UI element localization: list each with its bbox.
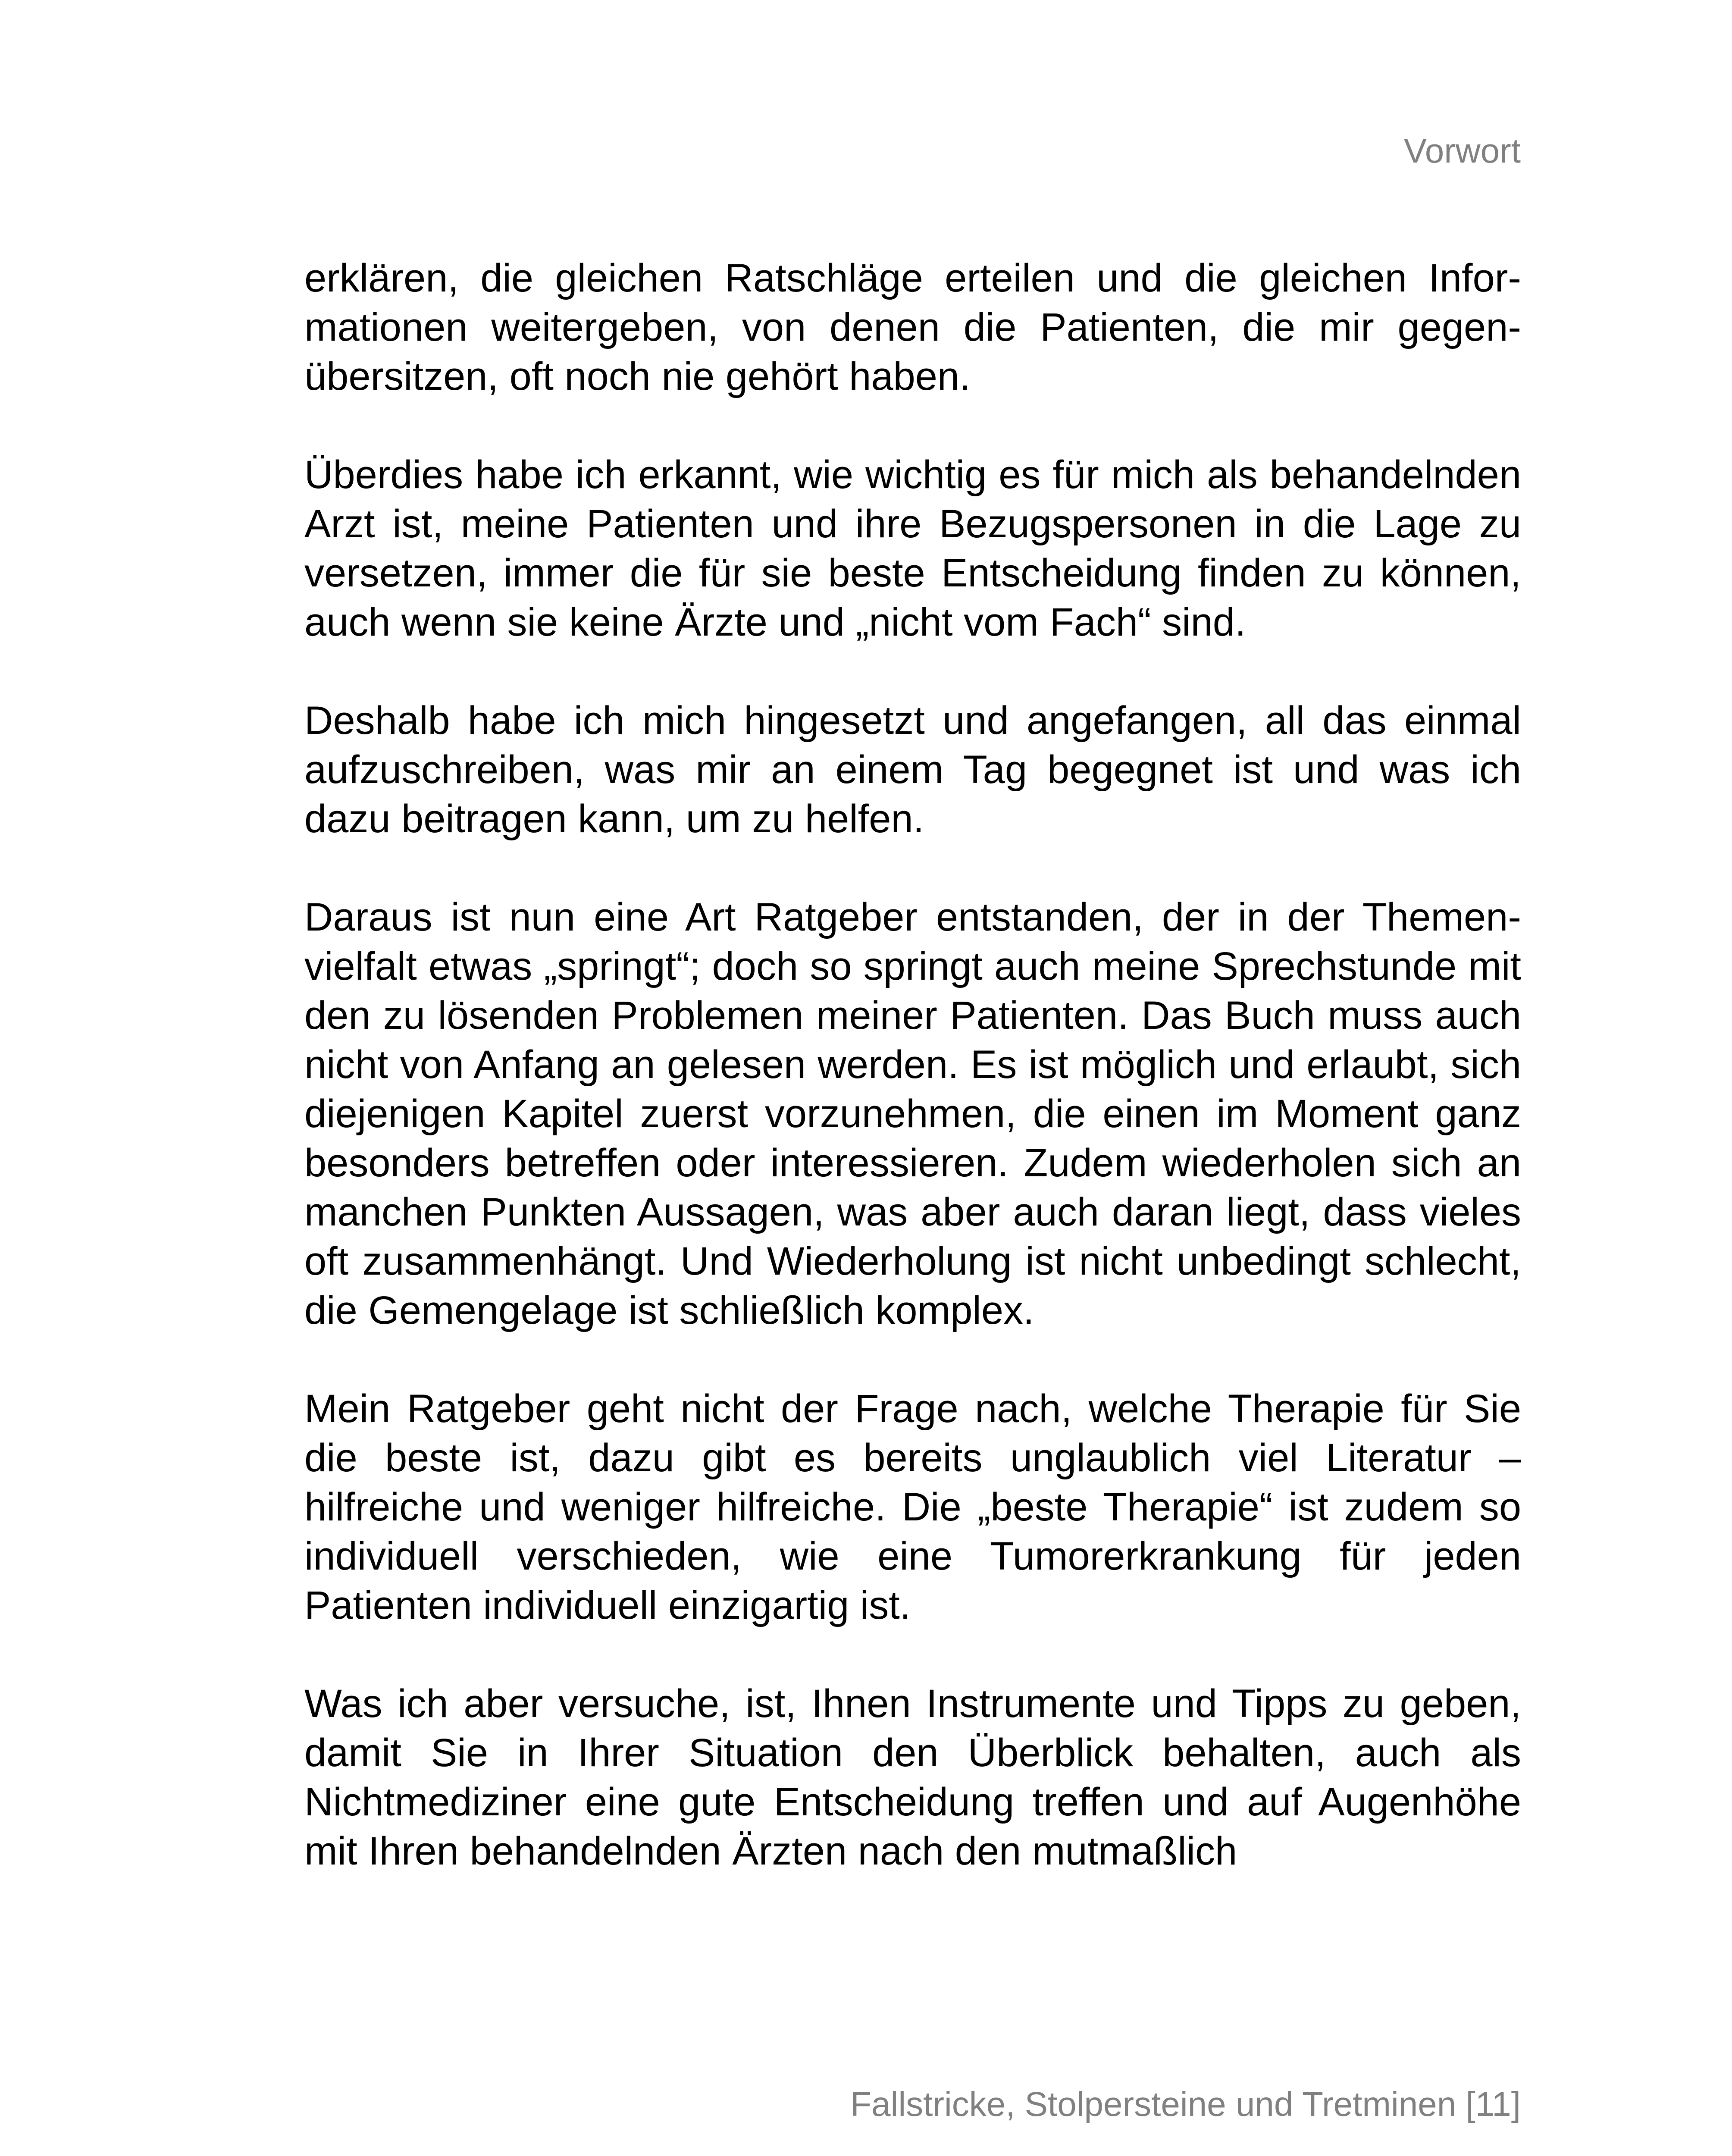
- paragraph-1: erklären, die gleichen Ratschläge erteilen und die gleichen Informationen weitergeben, von denen die Patienten, die mir gegenübersitzen, oft noch nie gehört haben.: [304, 256, 1521, 398]
- running-footer: Fallstricke, Stolpersteine und Tretminen [11]: [850, 2085, 1521, 2123]
- paragraph-5: Mein Ratgeber geht nicht der Frage nach, welche Therapie für Sie die beste ist, dazu gibt es bereits unglaublich viel Literatur – hilfreiche und weniger hilfreiche. Die „beste Therapie“ ist zudem so individuell verschieden, wie eine Tumorerkrankung für jeden Patienten individuell einzigartig ist.: [304, 1387, 1521, 1627]
- paragraph-2: Überdies habe ich erkannt, wie wichtig es für mich als behandelnden Arzt ist, meine Patienten und ihre Bezugspersonen in die Lage zu versetzen, immer die für sie beste Entscheidung finden zu können, auch wenn sie keine Ärzte und „nicht vom Fach“ sind.: [304, 453, 1521, 644]
- paragraph-3: Deshalb habe ich mich hingesetzt und angefangen, all das einmal aufzuschreiben, was mir an einem Tag begegnet ist und was ich dazu beitragen kann, um zu helfen.: [304, 699, 1521, 841]
- paragraph-4: Daraus ist nun eine Art Ratgeber entstanden, der in der Themenvielfalt etwas „springt“; doch so springt auch meine Sprechstunde mit den zu lösenden Problemen meiner Patienten. Das Buch muss auch nicht von Anfang an gelesen werden. Es ist möglich und erlaubt, sich diejenigen Kapitel zuerst vorzunehmen, die einen im Moment ganz besonders betreffen oder interessieren. Zudem wiederholen sich an manchen Punkten Aussagen, was aber auch daran liegt, dass vieles oft zusammenhängt. Und Wiederholung ist nicht unbedingt schlecht, die Gemengelage ist schließlich komplex.: [304, 895, 1521, 1332]
- paragraph-6: Was ich aber versuche, ist, Ihnen Instrumente und Tipps zu geben, damit Sie in Ihrer Situation den Überblick behalten, auch als Nichtmediziner eine gute Entscheidung treffen und auf Augenhöhe mit Ihren behandelnden Ärzten nach den mutmaßlich: [304, 1682, 1521, 1873]
- body-text: [304, 254, 1521, 1876]
- running-header: Vorwort: [1403, 132, 1521, 170]
